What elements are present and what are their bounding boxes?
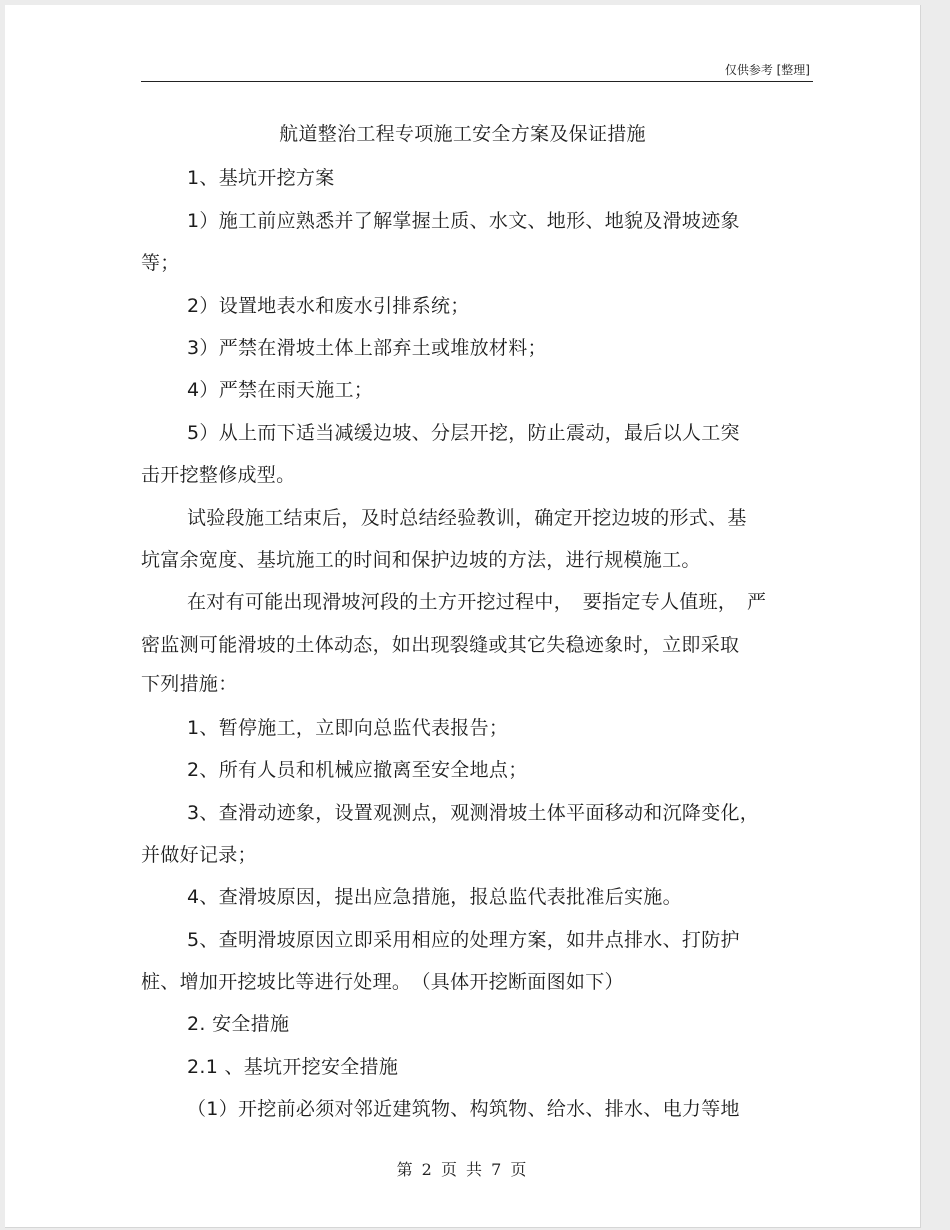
paragraph-line: 密监测可能滑坡的土体动态，如出现裂缝或其它失稳迹象时，立即采取 xyxy=(141,634,740,656)
subsection-heading: 2.1 、基坑开挖安全措施 xyxy=(187,1056,399,1078)
paragraph-line: 1、基坑开挖方案 xyxy=(187,167,335,189)
paragraph-line: 2）设置地表水和废水引排系统； xyxy=(187,295,470,317)
paragraph-line: 5、查明滑坡原因立即采用相应的处理方案，如井点排水、打防护 xyxy=(187,929,740,951)
page-number-footer: 第 2 页 共 7 页 xyxy=(396,1160,529,1179)
paragraph-line: （1）开挖前必须对邻近建筑物、构筑物、给水、排水、电力等地 xyxy=(187,1098,740,1120)
document-page xyxy=(5,5,921,1228)
paragraph-line: 下列措施： xyxy=(141,673,238,695)
header-note: 仅供参考 [整理] xyxy=(724,63,810,77)
paragraph-line: 等； xyxy=(141,252,180,274)
paragraph-line: 3、查滑动迹象，设置观测点，观测滑坡土体平面移动和沉降变化， xyxy=(187,802,760,824)
section-heading: 2. 安全措施 xyxy=(187,1013,290,1035)
paragraph-line: 击开挖整修成型。 xyxy=(141,464,296,486)
header-rule xyxy=(141,81,813,82)
paragraph-line: 5）从上而下适当减缓边坡、分层开挖，防止震动，最后以人工突 xyxy=(187,422,740,444)
paragraph-line: 在对有可能出现滑坡河段的土方开挖过程中， 要指定专人值班， 严 xyxy=(187,591,767,613)
paragraph-line: 桩、增加开挖坡比等进行处理。 （具体开挖断面图如下） xyxy=(141,971,624,993)
paragraph-line: 2、所有人员和机械应撤离至安全地点； xyxy=(187,759,528,781)
paragraph-line: 试验段施工结束后，及时总结经验教训，确定开挖边坡的形式、基 xyxy=(187,507,747,529)
paragraph-line: 4、查滑坡原因，提出应急措施，报总监代表批准后实施。 xyxy=(187,886,682,908)
paragraph-line: 4）严禁在雨天施工； xyxy=(187,379,374,401)
paragraph-line: 并做好记录； xyxy=(141,844,257,866)
document-title: 航道整治工程专项施工安全方案及保证措施 xyxy=(279,123,646,145)
paragraph-line: 1）施工前应熟悉并了解掌握土质、水文、地形、地貌及滑坡迹象 xyxy=(187,210,740,232)
paragraph-line: 3）严禁在滑坡土体上部弃土或堆放材料； xyxy=(187,337,547,359)
paragraph-line: 1、暂停施工，立即向总监代表报告； xyxy=(187,717,509,739)
paragraph-line: 坑富余宽度、基坑施工的时间和保护边坡的方法，进行规模施工。 xyxy=(141,549,701,571)
